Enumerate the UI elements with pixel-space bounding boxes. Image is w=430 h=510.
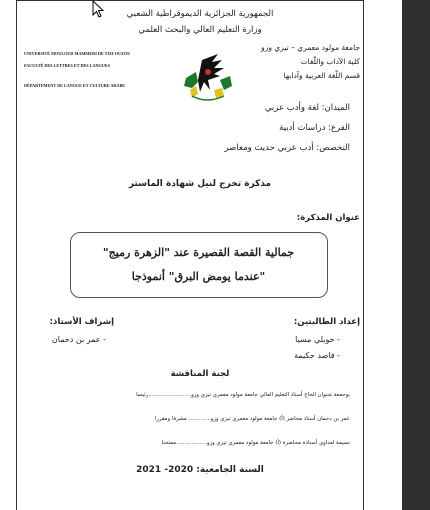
committee-member-2: عمر بن دحمان أستاذ محاضر (أ) جامعة مولود معمري تيزي وزو............. مشرفا ومقررا (154, 416, 350, 422)
university-name-fr: UNIVERSITÉ MOULOUD MAMMERI DE TIZI-OUZOU (24, 51, 131, 56)
memo-title-line2: "عندما يومض البرق" أنموذجا (131, 270, 266, 283)
memo-title-box (70, 232, 328, 298)
department-name-fr: DÉPARTEMENT DE LANGUE ET CULTURE ARABE (24, 83, 126, 88)
student-name-1: - حويلي مسيا (295, 335, 340, 344)
memo-title-line1: جمالية القصة القصيرة عند "الزهرة رميج" (102, 246, 295, 259)
field-specialty: التخصص: أدب عربي حديث ومعاصر (224, 143, 350, 153)
republic-heading: الجمهورية الجزائرية الديموقراطية الشعبي (126, 9, 274, 19)
department-name-ar: قسم اللّغة العربية وآدابها (283, 71, 360, 80)
memo-type-heading: مذكرة تخرج لنيل شهادة الماستر (128, 179, 272, 189)
memo-title-label: عنوان المذكرة: (296, 213, 360, 223)
field-domain: الميدان: لغة وأدب عربي (264, 103, 350, 113)
committee-member-3: نسيمة لعداوي أستاذة محاضرة (أ) جامعة مولود معمري تيزي وزو..................ممتحنا (161, 440, 350, 446)
supervisor-label: إشراف الأستاذ: (49, 317, 114, 327)
viewer-side-panel (402, 0, 430, 510)
supervisor-name: - عمر بن دحمان (51, 335, 106, 344)
university-logo-icon (174, 52, 240, 102)
ministry-heading: وزارة التعليم العالي والبحث العلمي (138, 25, 262, 35)
university-name-ar: جامعة مولود معمري – تيزي وزو (261, 43, 360, 52)
faculty-name-ar: كلية الآداب واللّغات (300, 57, 360, 66)
students-label: إعداد الطالبتين: (293, 317, 360, 327)
committee-member-1: بوجمعة شتوان الحاج أستاذ التعليم العالي جامعة مولود معمري تيزي وزو.........................رئيسا (136, 392, 350, 398)
committee-heading: لجنة المناقشة (170, 369, 230, 379)
faculty-name-fr: FACULTÉ DES LETTRES ET DES LANGUES (24, 63, 110, 68)
student-name-2: - قاصد حكيمة (294, 351, 340, 360)
field-branch: الفرع: دراسات أدبية (279, 123, 350, 133)
academic-year: السنة الجامعية: 2020- 2021 (136, 465, 264, 475)
